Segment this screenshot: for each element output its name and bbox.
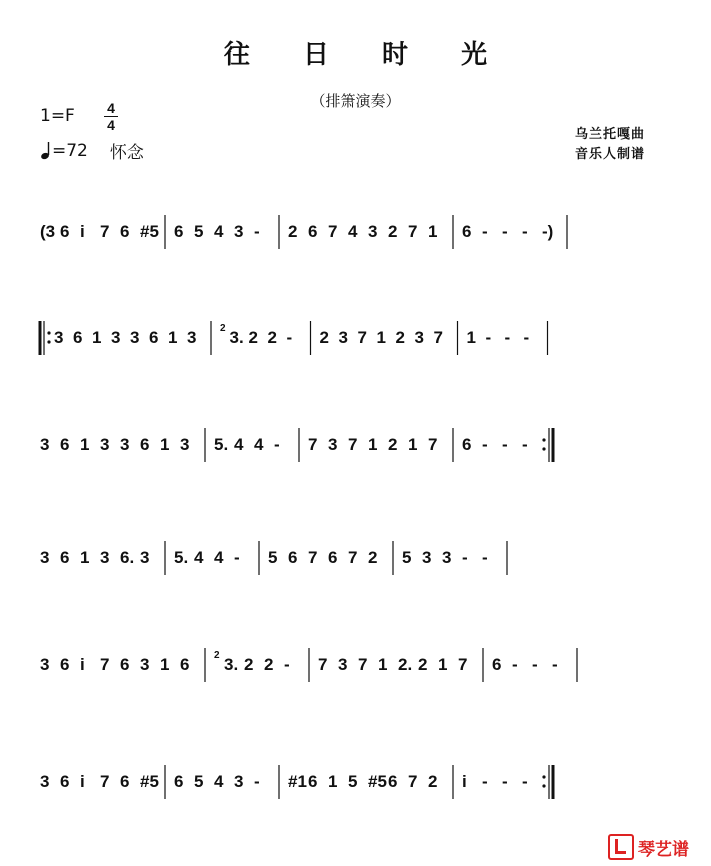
score-line-5-note: 7 [318, 655, 328, 674]
score-line-1-note: 1 [428, 222, 438, 241]
score-line-4-note: 3 [422, 548, 432, 567]
score-line-2-note: 2 [395, 328, 405, 347]
score-line-6-note: - [254, 772, 260, 791]
score-line-3-note: 3 [100, 435, 110, 454]
score-line-1-note: 7 [328, 222, 338, 241]
score-line-4-note: 5. [174, 548, 189, 567]
score-line-3-note: - [522, 435, 528, 454]
score-line-5-note: 3 [338, 655, 348, 674]
composer-credit: 乌兰托嘎曲 [575, 127, 646, 142]
score-line-3-note: 7 [348, 435, 358, 454]
score-line-5-note: 3. [224, 655, 239, 674]
score-line-6-note: 3 [40, 772, 50, 791]
score-line-3-note: 5. [214, 435, 229, 454]
score-line-1-note: 3 [368, 222, 378, 241]
score-line-3-note: 6 [60, 435, 70, 454]
score-line-1-note: (3 [40, 222, 56, 241]
score-line-5-grace-note: 2 [214, 650, 220, 661]
score-line-6-note: 6 [120, 772, 130, 791]
score-line-4-note: 3 [442, 548, 452, 567]
score-line-4-note: 6. [120, 548, 135, 567]
score-line-1-note: 4 [348, 222, 358, 241]
score-line-6-note: 6 [388, 772, 398, 791]
score-line-5-note: 2 [264, 655, 274, 674]
score-line-3-note: 7 [308, 435, 318, 454]
score-line-3-note: 1 [80, 435, 90, 454]
score-line-3-note: 6 [140, 435, 150, 454]
score-line-4-note: 7 [308, 548, 318, 567]
score-line-4-note: 7 [348, 548, 358, 567]
score-line-6-note: 5 [194, 772, 204, 791]
score-line-4-note: - [482, 548, 488, 567]
score-line-4-note: 5 [402, 548, 412, 567]
logo-icon [608, 834, 634, 860]
score-line-1-note: 4 [214, 222, 224, 241]
score-line-2-note: - [523, 328, 530, 347]
score-line-4-note: - [462, 548, 468, 567]
score-line-5-note: - [284, 655, 290, 674]
score-line-2-note: - [286, 328, 293, 347]
score-line-6-note: 7 [100, 772, 110, 791]
score-line-6-note: 6 [308, 772, 318, 791]
score-line-4-note: 6 [60, 548, 70, 567]
score-line-5-note: 6 [60, 655, 70, 674]
score-line-3-repeat-dot [542, 447, 545, 450]
logo-text: 琴艺谱 [638, 839, 689, 860]
score-line-2-note: 1 [92, 328, 102, 347]
score-line-1-note: - [254, 222, 260, 241]
score-line-6-note: #5 [140, 772, 159, 791]
mood-marking: 怀念 [109, 143, 144, 163]
score-line-5-note: 2. [398, 655, 413, 674]
score-line-4-note: 1 [80, 548, 90, 567]
score-line-5-note: 7 [100, 655, 110, 674]
score-line-1-note: 7 [408, 222, 418, 241]
score-line-5-note: 1 [378, 655, 388, 674]
score-line-6-note: 2 [428, 772, 438, 791]
page-title: 往 日 时 光 [223, 40, 510, 70]
score-line-1-note: - [502, 222, 508, 241]
score-line-2-repeat-dot [47, 331, 50, 334]
score-line-6-note: - [482, 772, 488, 791]
score-line-6-note: 5 [348, 772, 358, 791]
score-line-4-note: 4 [214, 548, 224, 567]
score-line-3-note: 1 [368, 435, 378, 454]
score-line-4-note: 3 [40, 548, 50, 567]
score-line-5-note: i [80, 655, 85, 674]
score-line-3-note: 2 [388, 435, 398, 454]
score-line-1-note: - [482, 222, 488, 241]
score-line-1-note: 7 [100, 222, 110, 241]
score-line-5-note: 3 [140, 655, 150, 674]
score-line-2-note: 2 [248, 328, 258, 347]
score-line-2-grace-note: 2 [220, 323, 226, 334]
score-line-2-note: 3. [229, 328, 244, 347]
score-line-4-note: 3 [140, 548, 150, 567]
score-line-6-note: 1 [328, 772, 338, 791]
score-line-5-note: - [532, 655, 538, 674]
tempo-value: =72 [52, 140, 88, 161]
score-line-4-note: 3 [100, 548, 110, 567]
score-line-2-note: 7 [357, 328, 367, 347]
score-line-3-note: 7 [428, 435, 438, 454]
arranger-credit: 音乐人制谱 [575, 147, 646, 162]
score-line-2-note: - [504, 328, 511, 347]
page-subtitle: （排箫演奏） [310, 92, 401, 110]
score-line-4-note: 4 [194, 548, 204, 567]
score-line-5-note: 1 [160, 655, 170, 674]
score-line-6-note: 4 [214, 772, 224, 791]
score-line-1-note: 6 [174, 222, 184, 241]
score-line-5-note: 3 [40, 655, 50, 674]
score-line-2-note: 6 [73, 328, 83, 347]
score-line-2-note: 1 [376, 328, 386, 347]
score-line-3-repeat-dot [542, 438, 545, 441]
score-line-1-note: 3 [234, 222, 244, 241]
score-line-5-note: 6 [180, 655, 190, 674]
score-line-1-note: - [522, 222, 528, 241]
score-line-1-note: -) [542, 222, 554, 241]
score-line-5-note: 2 [418, 655, 428, 674]
score-line-3-note: - [502, 435, 508, 454]
score-line-5-note: 6 [120, 655, 130, 674]
score-line-2-note: 3 [54, 328, 64, 347]
score-line-6-note: - [502, 772, 508, 791]
score-line-3-note: - [274, 435, 280, 454]
score-line-2-repeat-dot [47, 340, 50, 343]
score-line-1-note: 6 [462, 222, 472, 241]
score-line-4-note: 2 [368, 548, 378, 567]
score-line-3-note: 3 [180, 435, 190, 454]
score-line-2-note: 2 [319, 328, 329, 347]
score-line-6-note: #1 [288, 772, 307, 791]
site-logo [608, 834, 689, 860]
score-line-6-note: 6 [60, 772, 70, 791]
score-line-5-note: 2 [244, 655, 254, 674]
score-line-4-note: 5 [268, 548, 278, 567]
score-line-4-note: 6 [328, 548, 338, 567]
score-line-1-note: 6 [308, 222, 318, 241]
score-line-2-note: 3 [187, 328, 197, 347]
score-line-2-note: 3 [338, 328, 348, 347]
score-line-2-note: 2 [267, 328, 277, 347]
score-line-6-note: 7 [408, 772, 418, 791]
score-line-3-note: 3 [40, 435, 50, 454]
score-line-3-note: 1 [408, 435, 418, 454]
key-signature: 1=F [40, 106, 75, 126]
score-line-6-note: i [462, 772, 467, 791]
score-line-2-note: 3 [130, 328, 140, 347]
score-line-6-note: 3 [234, 772, 244, 791]
score-line-1-note: #5 [140, 222, 159, 241]
score-line-2-note: 7 [433, 328, 443, 347]
score-line-3-note: - [482, 435, 488, 454]
score-line-6-repeat-dot [542, 784, 545, 787]
score-line-1-note: i [80, 222, 85, 241]
score-line-1-note: 2 [288, 222, 298, 241]
time-signature-top: 4 [107, 100, 115, 116]
score-line-5-note: 7 [458, 655, 468, 674]
time-signature-bottom: 4 [107, 117, 115, 133]
score-line-6-note: 6 [174, 772, 184, 791]
score-line-5-note: 6 [492, 655, 502, 674]
score-line-4-note: 6 [288, 548, 298, 567]
score-line-3-note: 3 [120, 435, 130, 454]
score-line-2-note: 3 [111, 328, 121, 347]
score-line-6-note: - [522, 772, 528, 791]
score-line-3-note: 3 [328, 435, 338, 454]
score-line-6-note: i [80, 772, 85, 791]
score-line-2-note: 3 [414, 328, 424, 347]
score-line-2-note: 1 [466, 328, 476, 347]
score-line-1-note: 2 [388, 222, 398, 241]
score-line-1-note: 6 [60, 222, 70, 241]
score-line-6-note: #5 [368, 772, 387, 791]
score-line-3-note: 1 [160, 435, 170, 454]
score-line-3-note: 4 [234, 435, 244, 454]
score-line-1-note: 6 [120, 222, 130, 241]
score-line-3-note: 4 [254, 435, 264, 454]
score-line-5-note: 7 [358, 655, 368, 674]
score-line-4-note: - [234, 548, 240, 567]
score-line-2-note: 6 [149, 328, 159, 347]
score-line-5-note: - [512, 655, 518, 674]
score-line-2-note: - [485, 328, 492, 347]
score-line-5-note: 1 [438, 655, 448, 674]
score-line-6-repeat-dot [542, 775, 545, 778]
score-line-1-note: 5 [194, 222, 204, 241]
score-line-3-note: 6 [462, 435, 472, 454]
score-line-5-note: - [552, 655, 558, 674]
score-line-2-note: 1 [168, 328, 178, 347]
